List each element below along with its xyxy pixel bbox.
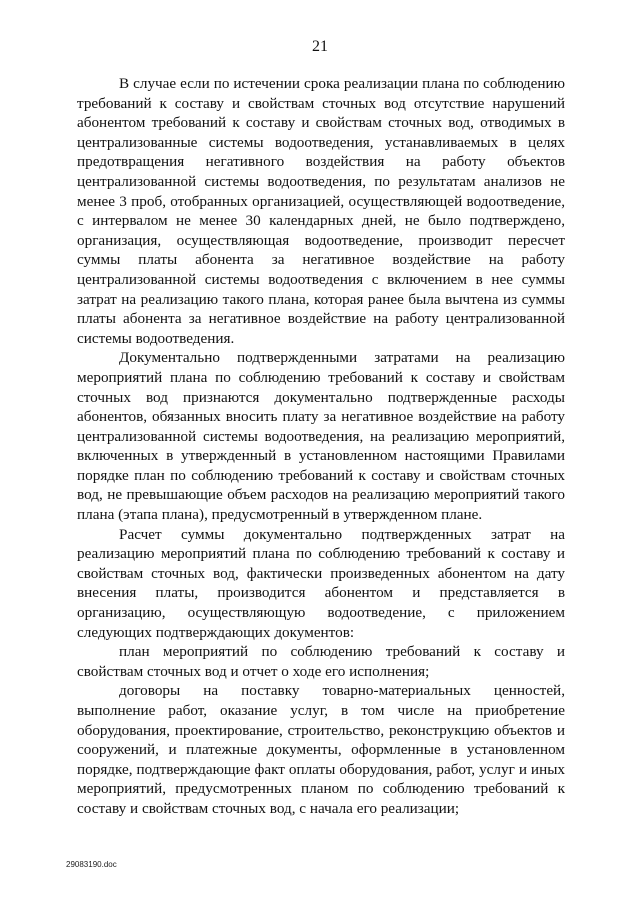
- paragraph-list-item-plan: план мероприятий по соблюдению требований к составу и свойствам сточных вод и отчет о ходе его исполнения;: [77, 643, 565, 680]
- document-body: [77, 74, 565, 819]
- paragraph-recalculation: В случае если по истечении срока реализации плана по соблюдению требований к составу и свойствам сточных вод отсутствие нарушений абонентом требований к составу и свойствам сточных вод, отводимых в централизованные системы водоотведения, устанавливаемых в целях предотвращения негативного воздействия на работу объектов централизованной системы водоотведения, по результатам анализов не менее 3 проб, отобранных организацией, осуществляющей водоотведение, с интервалом не менее 30 календарных дней, не было подтверждено, организация, осуществляющая водоотведение, производит пересчет суммы платы абонента за негативное воздействие на работу централизованной системы водоотведения с включением в нее суммы затрат на реализацию такого плана, которая ранее была вычтена из суммы платы абонента за негативное воздействие на работу централизованной системы водоотведения.: [77, 75, 565, 347]
- paragraph-list-item-contracts: договоры на поставку товарно-материальных ценностей, выполнение работ, оказание услуг, в том числе на приобретение оборудования, проектирование, строительство, реконструкцию объектов и сооружений, и платежные документы, оформленные в установленном порядке, подтверждающие факт оплаты оборудования, работ, услуг и иных мероприятий, предусмотренных планом по соблюдению требований к составу и свойствам сточных вод, с начала его реализации;: [77, 682, 565, 817]
- paragraph-calculation: Расчет суммы документально подтвержденных затрат на реализацию мероприятий плана по соблюдению требований к составу и свойствам сточных вод, фактически произведенных абонентом на дату внесения платы, производится абонентом и представляется в организацию, осуществляющую водоотведение, с приложением следующих подтверждающих документов:: [77, 525, 565, 641]
- footer-filename: 29083190.doc: [66, 860, 117, 869]
- paragraph-confirmed-costs: Документально подтвержденными затратами на реализацию мероприятий плана по соблюдению требований к составу и свойствам сточных вод признаются документально подтвержденные расходы абонентов, обязанных вносить плату за негативное воздействие на работу централизованной системы водоотведения, на реализацию мероприятий, включенных в утвержденный в установленном настоящими Правилами порядке план по соблюдению требований к составу и свойствам сточных вод, не превышающие объем расходов на реализацию мероприятий такого плана (этапа плана), предусмотренный в утвержденном плане.: [77, 349, 565, 524]
- page-number: 21: [312, 38, 328, 55]
